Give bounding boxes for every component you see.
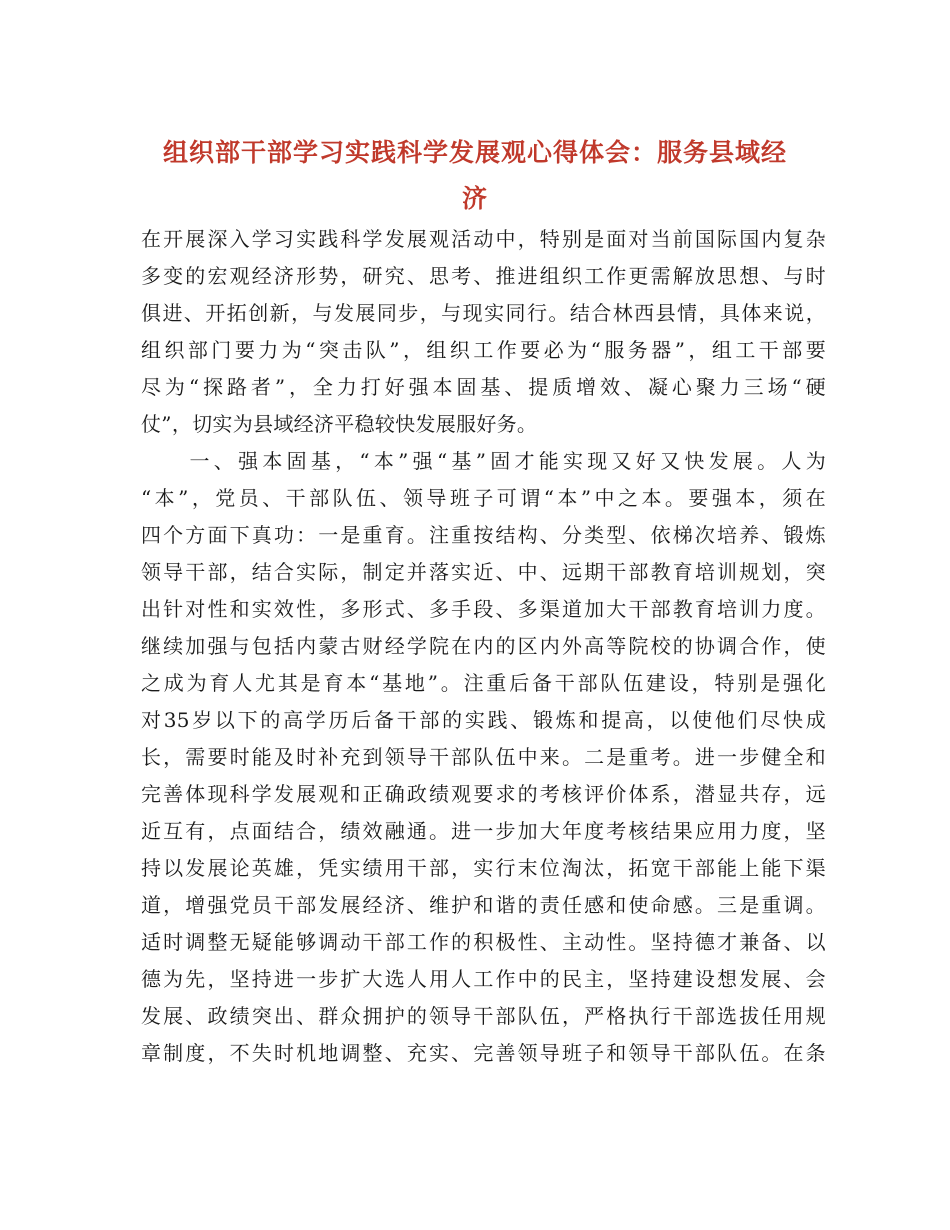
body-line: 仗”，切实为县域经济平稳较快发展服好务。	[141, 412, 538, 436]
document-body	[141, 221, 826, 1072]
body-line: 组织部门要力为“突击队”，组织工作要必为“服务器”，组工干部要	[141, 338, 826, 362]
body-line: “本”，党员、干部队伍、领导班子可谓“本”中之本。要强本，须在	[141, 486, 826, 510]
body-line: 在开展深入学习实践科学发展观活动中，特别是面对当前国际国内复杂	[141, 227, 826, 251]
body-line: 俱进、开拓创新，与发展同步，与现实同行。结合林西县情，具体来说，	[141, 301, 826, 325]
body-line: 四个方面下真功：一是重育。注重按结构、分类型、依梯次培养、锻炼	[141, 523, 826, 547]
document-title	[120, 130, 830, 222]
body-line: 继续加强与包括内蒙古财经学院在内的区内外高等院校的协调合作，使	[141, 634, 826, 658]
body-line: 章制度，不失时机地调整、充实、完善领导班子和领导干部队伍。在条	[141, 1041, 826, 1065]
body-line: 德为先，坚持进一步扩大选人用人工作中的民主，坚持建设想发展、会	[141, 967, 826, 991]
body-line: 之成为育人尤其是育本“基地”。注重后备干部队伍建设，特别是强化	[141, 671, 826, 695]
body-line: 道，增强党员干部发展经济、维护和谐的责任感和使命感。三是重调。	[141, 893, 826, 917]
body-line: 适时调整无疑能够调动干部工作的积极性、主动性。坚持德才兼备、以	[141, 930, 826, 954]
body-line: 对35岁以下的高学历后备干部的实践、锻炼和提高，以使他们尽快成	[141, 708, 826, 732]
body-line: 出针对性和实效性，多形式、多手段、多渠道加大干部教育培训力度。	[141, 597, 826, 621]
body-line: 尽为“探路者”，全力打好强本固基、提质增效、凝心聚力三场“硬	[141, 375, 826, 399]
body-line: 持以发展论英雄，凭实绩用干部，实行末位淘汰，拓宽干部能上能下渠	[141, 856, 826, 880]
body-line: 发展、政绩突出、群众拥护的领导干部队伍，严格执行干部选拔任用规	[141, 1004, 826, 1028]
body-line: 领导干部，结合实际，制定并落实近、中、远期干部教育培训规划，突	[141, 560, 826, 584]
body-line: 完善体现科学发展观和正确政绩观要求的考核评价体系，潜显共存，远	[141, 782, 826, 806]
body-line: 长，需要时能及时补充到领导干部队伍中来。二是重考。进一步健全和	[141, 745, 826, 769]
body-line: 一、强本固基，“本”强“基”固才能实现又好又快发展。人为	[141, 449, 826, 473]
title-line: 济	[461, 184, 488, 213]
title-line: 组织部干部学习实践科学发展观心得体会：服务县域经	[162, 138, 787, 167]
body-line: 多变的宏观经济形势，研究、思考、推进组织工作更需解放思想、与时	[141, 264, 826, 288]
body-line: 近互有，点面结合，绩效融通。进一步加大年度考核结果应用力度，坚	[141, 819, 826, 843]
